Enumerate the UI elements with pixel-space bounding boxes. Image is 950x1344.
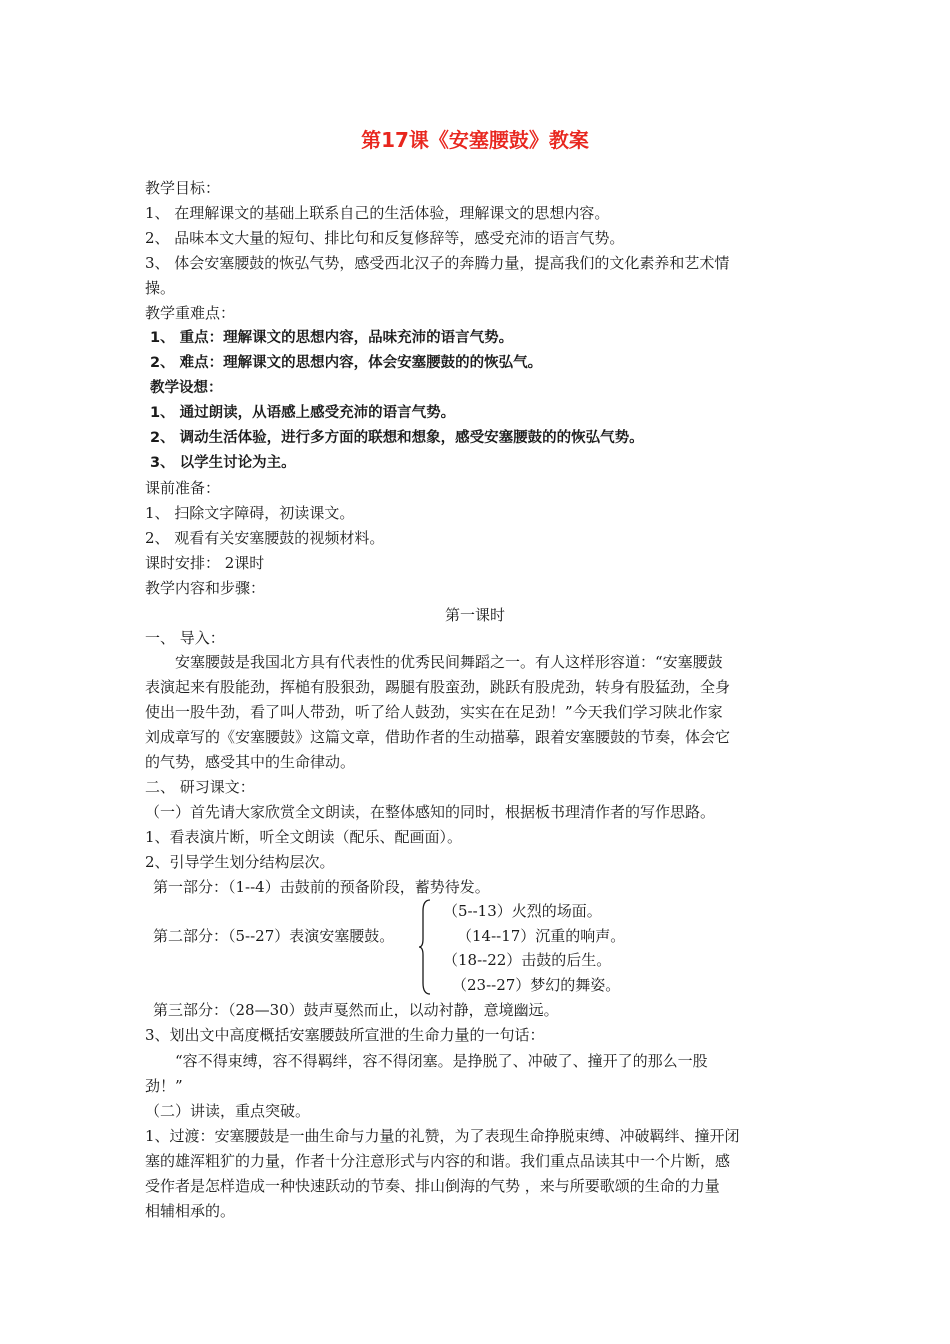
subsection-heading: （二）讲读，重点突破。 [145, 1102, 311, 1120]
document-title: 第17课《安塞腰鼓》教案 [361, 128, 589, 152]
schedule: 课时安排： 2课时 [145, 554, 265, 572]
prep-item: 1、 扫除文字障碍，初读课文。 [145, 504, 355, 522]
structure-part: 第二部分：（5--27）表演安塞腰鼓。 [153, 927, 395, 945]
structure-subpart: （5--13）火烈的场面。 [443, 902, 602, 920]
design-item: 2、 调动生活体验，进行多方面的联想和想象，感受安塞腰鼓的的恢弘气势。 [150, 430, 644, 446]
transition-line: 1、过渡：安塞腰鼓是一曲生命与力量的礼赞，为了表现生命挣脱束缚、冲破羁绊、撞开闭 [145, 1127, 740, 1145]
intro-line: 表演起来有股能劲，挥槌有股狠劲，踢腿有股蛮劲，跳跃有股虎劲，转身有股猛劲，全身 [145, 678, 731, 696]
section2-heading: 二、 研习课文： [145, 778, 255, 796]
design-heading: 教学设想： [150, 380, 223, 396]
intro-line: 刘成章写的《安塞腰鼓》这篇文章，借助作者的生动描摹，跟着安塞腰鼓的节奏，体会它 [145, 728, 731, 746]
section1-heading: 一、 导入： [145, 629, 225, 647]
step-item: 1、看表演片断，听全文朗读（配乐、配画面）。 [145, 828, 463, 846]
step-item: 2、引导学生划分结构层次。 [145, 853, 335, 871]
transition-line: 塞的雄浑粗犷的力量，作者十分注意形式与内容的和谐。我们重点品读其中一个片断，感 [145, 1152, 731, 1170]
intro-line: 安塞腰鼓是我国北方具有代表性的优秀民间舞蹈之一。有人这样形容道：“安塞腰鼓 [175, 653, 723, 671]
lesson-title: 第一课时 [444, 606, 505, 624]
design-item: 3、 以学生讨论为主。 [150, 455, 296, 471]
key-point-item: 2、 难点：理解课文的思想内容，体会安塞腰鼓的的恢弘气。 [150, 355, 543, 371]
structure-subpart: （23--27）梦幻的舞姿。 [452, 976, 621, 994]
intro-line: 的气势，感受其中的生命律动。 [145, 753, 356, 771]
transition-line: 相辅相承的。 [145, 1202, 236, 1220]
quote-line: 劲！” [145, 1077, 183, 1095]
structure-subpart: （18--22）击鼓的后生。 [443, 951, 612, 969]
transition-line: 受作者是怎样造成一种快速跃动的节奏、排山倒海的气势 ，来与所要歌颂的生命的力量 [145, 1177, 720, 1195]
goal-item: 1、 在理解课文的基础上联系自己的生活体验，理解课文的思想内容。 [145, 204, 610, 222]
goal-item: 2、 品味本文大量的短句、排比句和反复修辞等，感受充沛的语言气势。 [145, 229, 625, 247]
key-points-heading: 教学重难点： [145, 304, 236, 322]
structure-part: 第一部分：（1--4）击鼓前的预备阶段，蓄势待发。 [153, 878, 490, 896]
structure-subpart: （14--17）沉重的响声。 [457, 927, 626, 945]
goal-item: 操。 [145, 279, 176, 297]
step-item: 3、划出文中高度概括安塞腰鼓所宣泄的生命力量的一句话： [145, 1026, 545, 1044]
quote-line: “容不得束缚，容不得羁绊，容不得闭塞。是挣脱了、冲破了、撞开了的那么一股 [175, 1052, 708, 1070]
subsection-heading: （一）首先请大家欣赏全文朗读，在整体感知的同时，根据板书理清作者的写作思路。 [145, 803, 716, 821]
goal-item: 3、 体会安塞腰鼓的恢弘气势，感受西北汉子的奔腾力量，提高我们的文化素养和艺术情 [145, 254, 730, 272]
goals-heading: 教学目标： [145, 179, 221, 197]
design-item: 1、 通过朗读，从语感上感受充沛的语言气势。 [150, 405, 456, 421]
brace-icon [418, 899, 432, 995]
steps-heading: 教学内容和步骤： [145, 579, 266, 597]
structure-part: 第三部分：（28—30）鼓声戛然而止，以动衬静，意境幽远。 [153, 1001, 559, 1019]
prep-heading: 课前准备： [145, 479, 221, 497]
intro-line: 使出一股牛劲，看了叫人带劲，听了给人鼓劲，实实在在足劲！”今天我们学习陕北作家 [145, 703, 723, 721]
prep-item: 2、 观看有关安塞腰鼓的视频材料。 [145, 529, 385, 547]
key-point-item: 1、 重点：理解课文的思想内容，品味充沛的语言气势。 [150, 330, 514, 346]
